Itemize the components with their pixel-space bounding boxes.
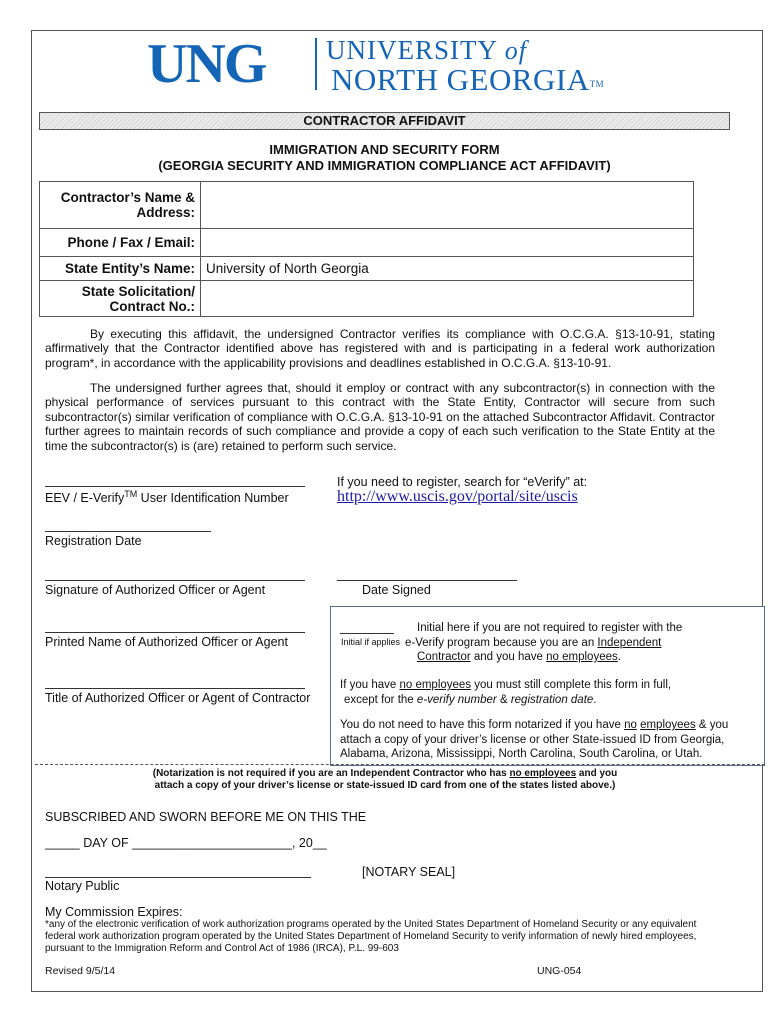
- subscribed-sworn: SUBSCRIBED AND SWORN BEFORE ME ON THIS THE: [45, 810, 367, 824]
- heading-gsica: (GEORGIA SECURITY AND IMMIGRATION COMPLIANCE ACT AFFIDAVIT): [158, 158, 611, 173]
- register-hint: If you need to register, search for “eVerify” at:: [337, 475, 588, 489]
- phone-fax-email-field[interactable]: [201, 229, 694, 257]
- notary-not-required-note: You do not need to have this form notarized if you have no employees & you attach a copy of your driver’s license or other State-issued ID from Georgia, Alabama, Arizona, Mississippi, North Carolina, South Carolina, or Utah.: [340, 719, 729, 760]
- printed-name-label: Printed Name of Authorized Officer or Agent: [45, 635, 288, 649]
- state-entity-value[interactable]: University of North Georgia: [201, 257, 694, 281]
- eev-label: EEV / E-Verify™ User Identification Number: [45, 489, 289, 506]
- commission-expires: My Commission Expires:: [45, 905, 183, 919]
- contractor-info-table: [39, 181, 694, 317]
- state-entity-label: State Entity’s Name:: [40, 257, 201, 281]
- notary-signature-line[interactable]: [45, 877, 311, 878]
- revised-date: Revised 9/5/14: [45, 965, 116, 977]
- signature-label: Signature of Authorized Officer or Agent: [45, 583, 266, 597]
- ung-logo-abbr: UNG: [147, 33, 266, 95]
- footnote: *any of the electronic verification of work authorization programs operated by the United States Department of Homeland Security or any equivalent federal work authorization program operated by the United States Department of Homeland Security to verify information of newly hired employees, pursuant to the Immigration Reform and Control Act of 1986 (IRCA), P.L. 99-603: [45, 919, 697, 954]
- date-signed-label: Date Signed: [362, 583, 431, 597]
- title-line[interactable]: [45, 688, 305, 689]
- contractor-name-field[interactable]: [201, 182, 694, 229]
- day-of-line[interactable]: _____ DAY OF _______________________, 20__: [45, 836, 327, 850]
- affidavit-para-2: The undersigned further agrees that, should it employ or contract with any subcontractor(s) in connection with the physical performance of services pursuant to this contract with the State Entity, Contractor will secure from such subcontractor(s) similar verification of compliance with O.C.G.A. §13-10-91 on the attached Subcontractor Affidavit. Contractor further agrees to maintain records of such compliance and provide a copy of each such verification to the State Entity at the time the subcontractor(s) is (are) retained to perform such service.: [45, 381, 715, 453]
- phone-fax-email-label: Phone / Fax / Email:: [40, 229, 201, 257]
- signature-line[interactable]: [45, 580, 305, 581]
- notarization-note: (Notarization is not required if you are an Independent Contractor who has no employees and you attach a copy of your driver’s license or state-issued ID card from one of the states listed above.): [152, 768, 618, 791]
- registration-date-label: Registration Date: [45, 534, 142, 548]
- notary-seal: [NOTARY SEAL]: [362, 865, 456, 879]
- initial-line[interactable]: [340, 633, 394, 634]
- heading-immigration: IMMIGRATION AND SECURITY FORM: [269, 142, 500, 157]
- uscis-link[interactable]: http://www.uscis.gov/portal/site/uscis: [337, 488, 578, 505]
- initial-label: Initial if applies: [341, 637, 401, 647]
- solicitation-field[interactable]: [201, 281, 694, 317]
- logo-university: UNIVERSITY of: [326, 35, 527, 65]
- title-label: Title of Authorized Officer or Agent of Contractor: [45, 691, 311, 705]
- logo-north-georgia: NORTH GEORGIA™: [331, 62, 605, 97]
- form-number: UNG-054: [537, 965, 582, 977]
- eev-line[interactable]: [45, 486, 305, 487]
- logo-divider: [315, 38, 317, 90]
- initial-instructions: Initial here if you are not required to register with the e-Verify program because you are an Independent Contractor and you have no employees.: [405, 622, 683, 663]
- no-employees-note: If you have no employees you must still complete this form in full, except for the e-verify number & registration date.: [340, 679, 672, 706]
- registration-date-line[interactable]: [45, 531, 211, 532]
- notary-public-label: Notary Public: [45, 879, 120, 893]
- notary-separator: [35, 764, 765, 765]
- date-signed-line[interactable]: [337, 580, 517, 581]
- solicitation-label: State Solicitation/ Contract No.:: [40, 281, 201, 317]
- affidavit-para-1: By executing this affidavit, the undersigned Contractor verifies its compliance with O.C.G.A. §13-10-91, stating affirmatively that the Contractor identified above has registered with and is participating in a federal work authorization program*, in accordance with the applicability provisions and deadlines established in O.C.G.A. §13-10-91.: [45, 327, 715, 370]
- printed-name-line[interactable]: [45, 632, 305, 633]
- form-title: CONTRACTOR AFFIDAVIT: [39, 112, 730, 130]
- contractor-name-label: Contractor’s Name & Address:: [40, 182, 201, 229]
